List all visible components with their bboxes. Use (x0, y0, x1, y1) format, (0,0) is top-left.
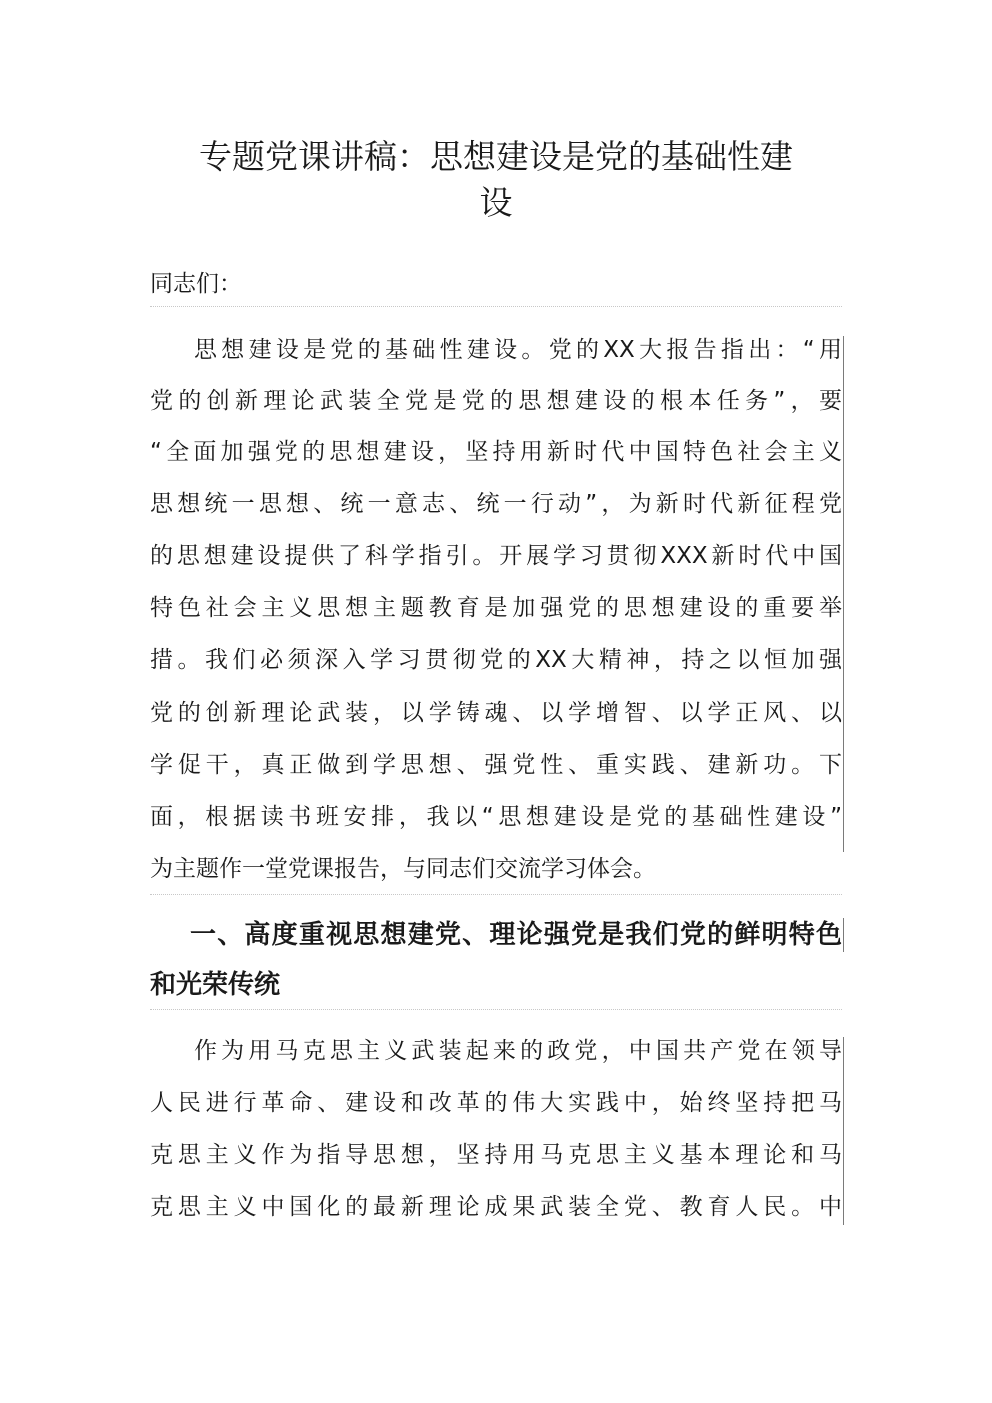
paragraph-line: 思想建设是党的基础性建设。党的XX大报告指出：“用 (194, 337, 842, 363)
paragraph-line: 党的创新理论武装全党是党的思想建设的根本任务”，要 (150, 388, 842, 414)
title-line-2: 设 (479, 183, 513, 222)
paragraph-line: 人民进行革命、建设和改革的伟大实践中，始终坚持把马 (150, 1090, 842, 1116)
dotted-separator (150, 1009, 842, 1010)
heading-line: 和光荣传统 (150, 970, 281, 1000)
paragraph-line: 的思想建设提供了科学指引。开展学习贯彻XXX新时代中国 (150, 543, 842, 569)
dotted-separator (150, 306, 842, 307)
dotted-separator (150, 894, 842, 895)
paragraph-line: 克思主义作为指导思想，坚持用马克思主义基本理论和马 (150, 1142, 842, 1168)
paragraph-line: 措。我们必须深入学习贯彻党的XX大精神，持之以恒加强 (150, 647, 842, 673)
paragraph-line: 为主题作一堂党课报告，与同志们交流学习体会。 (150, 856, 656, 882)
margin-bar (843, 336, 844, 852)
paragraph-line: 党的创新理论武装，以学铸魂、以学增智、以学正风、以 (150, 700, 842, 726)
salutation: 同志们： (150, 271, 242, 297)
paragraph-line: 作为用马克思主义武装起来的政党，中国共产党在领导 (194, 1038, 842, 1064)
paragraph-line: 思想统一思想、统一意志、统一行动”，为新时代新征程党 (150, 491, 842, 517)
margin-bar (843, 1037, 844, 1225)
margin-bar (843, 918, 844, 952)
paragraph-line: 克思主义中国化的最新理论成果武装全党、教育人民。中 (150, 1194, 842, 1220)
title-line-1: 专题党课讲稿：思想建设是党的基础性建 (199, 137, 793, 176)
paragraph-line: 学促干，真正做到学思想、强党性、重实践、建新功。下 (150, 752, 842, 778)
paragraph-line: “全面加强党的思想建设，坚持用新时代中国特色社会主义 (150, 439, 842, 465)
heading-line: 一、高度重视思想建党、理论强党是我们党的鲜明特色 (190, 920, 842, 950)
paragraph-line: 面，根据读书班安排，我以“思想建设是党的基础性建设” (150, 804, 842, 830)
paragraph-line: 特色社会主义思想主题教育是加强党的思想建设的重要举 (150, 595, 842, 621)
